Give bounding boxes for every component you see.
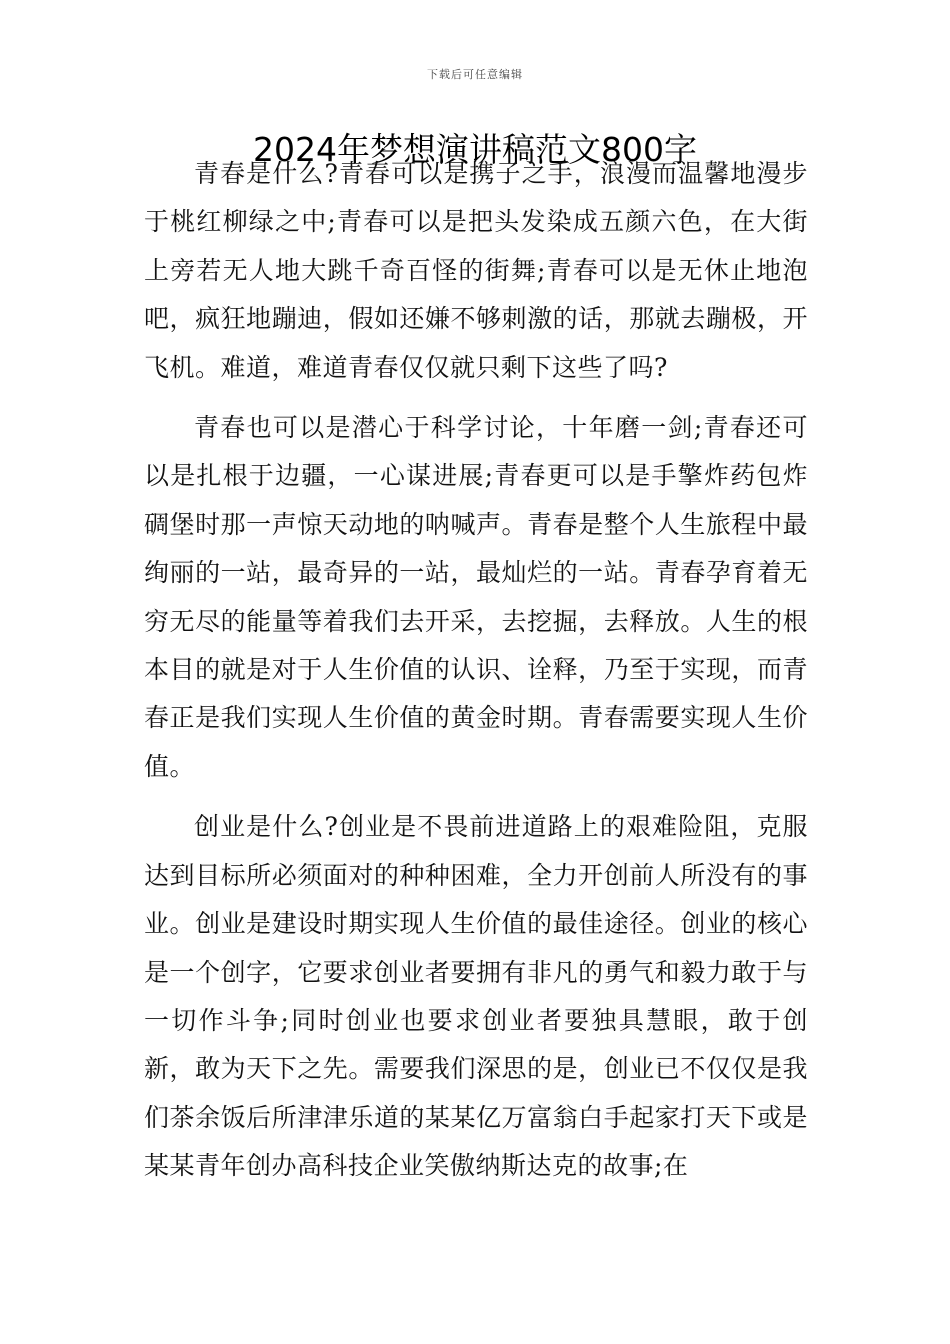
document-title: 2024年梦想演讲稿范文800字 xyxy=(253,130,697,169)
document-body xyxy=(144,150,808,1191)
paragraph-2: 青春也可以是潜心于科学讨论，十年磨一剑;青春还可以是扎根于边疆，一心谋进展;青春更可以是手擎炸药包炸碉堡时那一声惊天动地的呐喊声。青春是整个人生旅程中最绚丽的一站，最奇异的一站，最灿烂的一站。青春孕育着无穷无尽的能量等着我们去开采，去挖掘，去释放。人生的根本目的就是对于人生价值的认识、诠释，乃至于实现，而青春正是我们实现人生价值的黄金时期。青春需要实现人生价值。 xyxy=(144,413,808,781)
paragraph-3: 创业是什么?创业是不畏前进道路上的艰难险阻，克服达到目标所必须面对的种种困难，全力开创前人所没有的事业。创业是建设时期实现人生价值的最佳途径。创业的核心是一个创字，它要求创业者要拥有非凡的勇气和毅力敢于与一切作斗争;同时创业也要求创业者要独具慧眼，敢于创新，敢为天下之先。需要我们深思的是，创业已不仅仅是我们茶余饭后所津津乐道的某某亿万富翁白手起家打天下或是某某青年创办高科技企业笑傲纳斯达克的故事;在 xyxy=(144,812,808,1181)
paragraph-1: 青春是什么?青春可以是携子之手，浪漫而温馨地漫步于桃红柳绿之中;青春可以是把头发染成五颜六色，在大街上旁若无人地大跳千奇百怪的街舞;青春可以是无休止地泡吧，疯狂地蹦迪，假如还嫌不够刺激的话，那就去蹦极，开飞机。难道，难道青春仅仅就只剩下这些了吗? xyxy=(144,159,808,382)
header-note: 下载后可任意编辑 xyxy=(427,68,523,81)
